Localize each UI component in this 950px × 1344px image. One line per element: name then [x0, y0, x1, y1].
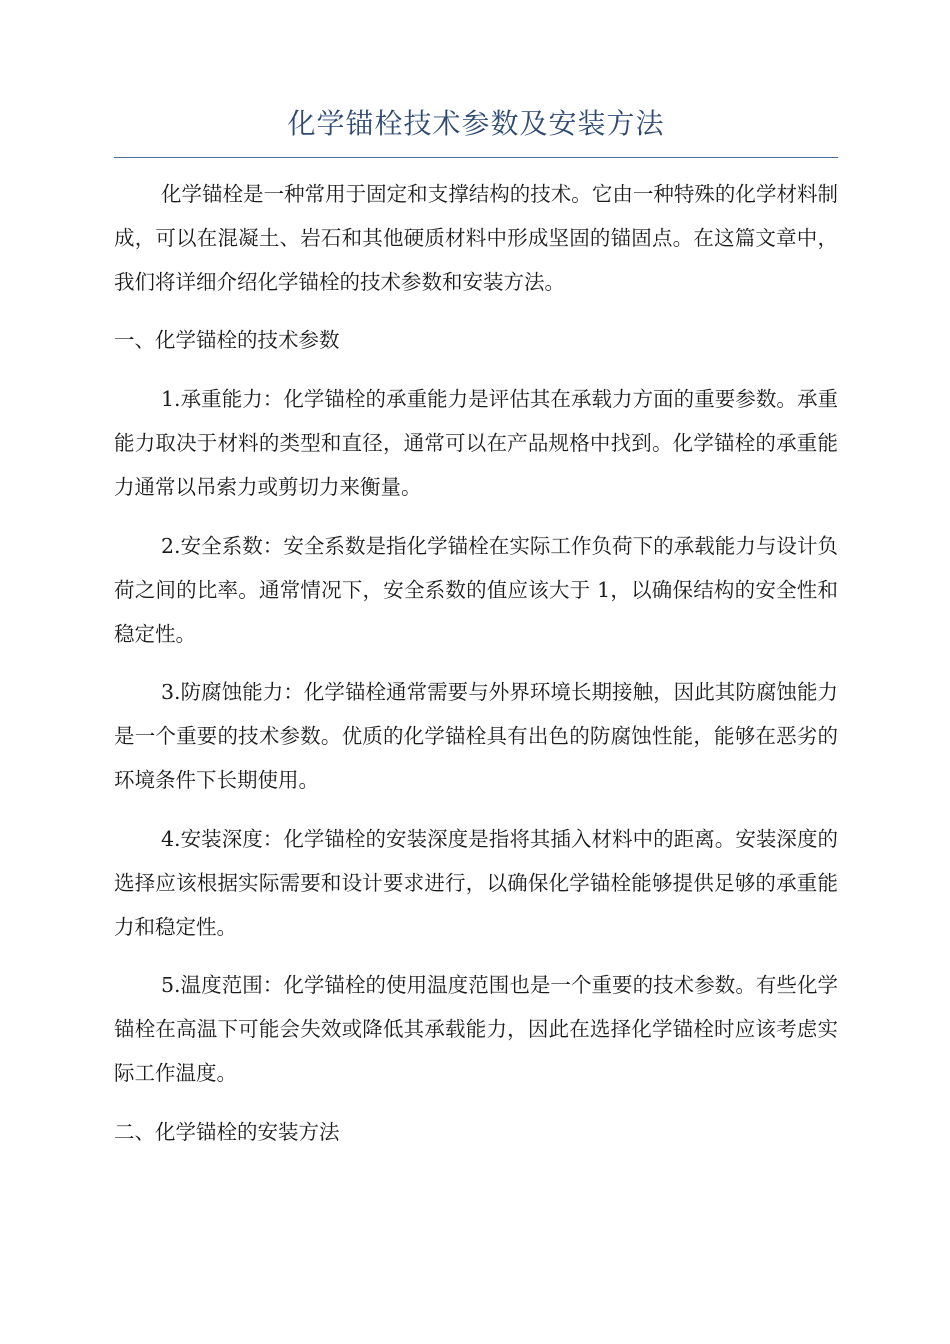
- intro-paragraph: 化学锚栓是一种常用于固定和支撑结构的技术。它由一种特殊的化学材料制成，可以在混凝土、岩石和其他硬质材料中形成坚固的锚固点。在这篇文章中，我们将详细介绍化学锚栓的技术参数和安装方法。: [114, 182, 838, 294]
- document-title: 化学锚栓技术参数及安装方法: [287, 107, 665, 140]
- section-heading-installation-method: 二、化学锚栓的安装方法: [114, 1120, 340, 1144]
- parameter-load-capacity: 1.承重能力：化学锚栓的承重能力是评估其在承载力方面的重要参数。承重能力取决于材料的类型和直径，通常可以在产品规格中找到。化学锚栓的承重能力通常以吊索力或剪切力来衡量。: [114, 387, 838, 499]
- parameter-corrosion-resistance: 3.防腐蚀能力：化学锚栓通常需要与外界环境长期接触，因此其防腐蚀能力是一个重要的技术参数。优质的化学锚栓具有出色的防腐蚀性能，能够在恶劣的环境条件下长期使用。: [114, 680, 838, 792]
- parameter-safety-factor: 2.安全系数：安全系数是指化学锚栓在实际工作负荷下的承载能力与设计负荷之间的比率。通常情况下，安全系数的值应该大于 1，以确保结构的安全性和稳定性。: [114, 534, 838, 646]
- title-underline: [114, 157, 838, 158]
- parameter-temperature-range: 5.温度范围：化学锚栓的使用温度范围也是一个重要的技术参数。有些化学锚栓在高温下可能会失效或降低其承载能力，因此在选择化学锚栓时应该考虑实际工作温度。: [114, 973, 838, 1085]
- parameter-installation-depth: 4.安装深度：化学锚栓的安装深度是指将其插入材料中的距离。安装深度的选择应该根据实际需要和设计要求进行，以确保化学锚栓能够提供足够的承重能力和稳定性。: [114, 827, 838, 939]
- section-heading-technical-parameters: 一、化学锚栓的技术参数: [114, 328, 340, 352]
